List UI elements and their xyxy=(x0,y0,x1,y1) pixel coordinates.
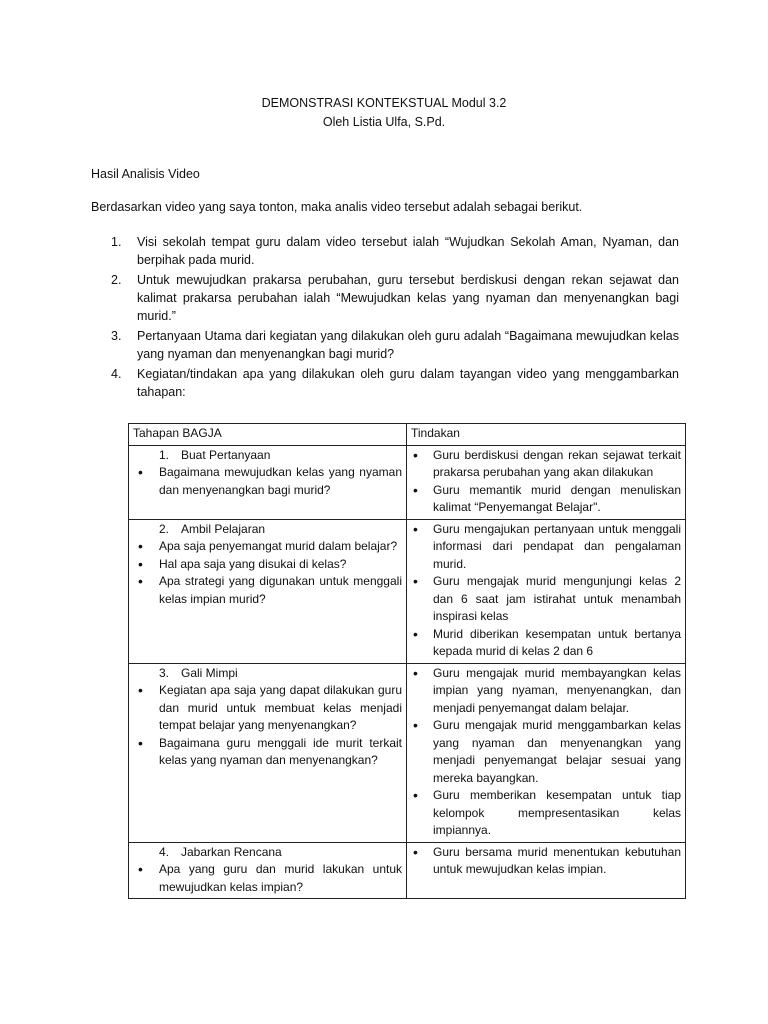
action-item: • Guru mengajak murid mengunjungi kelas 2 dan 6 saat jam istirahat untuk menambah inspirasi kelas xyxy=(411,573,681,626)
action-item: • Guru memantik murid dengan menuliskan kalimat “Penyemangat Belajar". xyxy=(411,482,681,517)
list-item xyxy=(91,327,679,363)
intro-paragraph: Berdasarkan video yang saya tonton, maka analis video tersebut adalah sebagai berikut. xyxy=(91,200,583,214)
table-row xyxy=(129,842,686,899)
question-item: • Kegiatan apa saja yang dapat dilakukan guru dan murid untuk membuat kelas menjadi tempat belajar yang menyenangkan? xyxy=(133,682,402,735)
question-list xyxy=(133,861,402,896)
question-list xyxy=(133,538,402,608)
stage-heading xyxy=(133,665,402,683)
action-cell xyxy=(407,445,686,519)
question-item: • Apa saja penyemangat murid dalam belajar? xyxy=(133,538,402,556)
stage-number: 2. xyxy=(159,521,170,536)
stage-title: Ambil Pelajaran xyxy=(181,521,266,536)
action-item: • Murid diberikan kesempatan untuk bertanya kepada murid di kelas 2 dan 6 xyxy=(411,626,681,661)
section-title: Hasil Analisis Video xyxy=(91,167,200,181)
list-item-number: 2. xyxy=(111,273,122,287)
list-item-text: Kegiatan/tindakan apa yang dilakukan oleh guru dalam tayangan video yang menggambarkan tahapan: xyxy=(137,367,679,399)
action-item: • Guru berdiskusi dengan rekan sejawat terkait prakarsa perubahan yang akan dilakukan xyxy=(411,447,681,482)
analysis-list xyxy=(91,233,679,403)
action-cell xyxy=(407,519,686,663)
action-list xyxy=(411,521,681,661)
action-item: • Guru bersama murid menentukan kebutuhan untuk mewujudkan kelas impian. xyxy=(411,844,681,879)
stage-title: Buat Pertanyaan xyxy=(181,447,271,462)
question-item: • Bagaimana guru menggali ide murit terkait kelas yang nyaman dan menyenangkan? xyxy=(133,735,402,770)
stage-title: Gali Mimpi xyxy=(181,665,238,680)
header-tahapan: Tahapan BAGJA xyxy=(129,424,407,446)
list-item-number: 1. xyxy=(111,235,122,249)
action-list xyxy=(411,447,681,517)
table-header-row xyxy=(129,424,686,446)
list-item-number: 3. xyxy=(111,329,122,343)
table-row xyxy=(129,663,686,842)
question-list xyxy=(133,682,402,770)
action-item: • Guru mengajukan pertanyaan untuk menggali informasi dari pendapat dan pengalaman murid. xyxy=(411,521,681,574)
stage-cell xyxy=(129,519,407,663)
stage-cell xyxy=(129,445,407,519)
list-item xyxy=(91,233,679,269)
list-item-text: Untuk mewujudkan prakarsa perubahan, guru tersebut berdiskusi dengan rekan sejawat dan kalimat prakarsa perubahan ialah “Mewujudkan kelas yang nyaman dan menyenangkan bagi murid.” xyxy=(137,273,679,323)
table-row xyxy=(129,519,686,663)
list-item-text: Pertanyaan Utama dari kegiatan yang dilakukan oleh guru adalah “Bagaimana mewujudkan kelas yang nyaman dan menyenangkan bagi murid? xyxy=(137,329,679,361)
stage-cell xyxy=(129,663,407,842)
question-item: • Hal apa saja yang disukai di kelas? xyxy=(133,556,402,574)
list-item xyxy=(91,271,679,325)
action-cell xyxy=(407,663,686,842)
stage-title: Jabarkan Rencana xyxy=(181,844,282,859)
bagja-table xyxy=(128,423,686,899)
document-title: DEMONSTRASI KONTEKSTUAL Modul 3.2 xyxy=(261,96,507,110)
action-item: • Guru mengajak murid menggambarkan kelas yang nyaman dan menyenangkan yang menjadi penyemangat belajar sesuai yang mereka bayangkan. xyxy=(411,717,681,787)
stage-heading xyxy=(133,844,402,862)
stage-number: 1. xyxy=(159,447,170,462)
list-item-number: 4. xyxy=(111,367,122,381)
question-list xyxy=(133,464,402,499)
table-row xyxy=(129,445,686,519)
action-item: • Guru mengajak murid membayangkan kelas impian yang nyaman, menyenangkan, dan menjadi penyemangat dalam belajar. xyxy=(411,665,681,718)
header-tindakan: Tindakan xyxy=(407,424,686,446)
document-author: Oleh Listia Ulfa, S.Pd. xyxy=(322,115,446,129)
list-item-text: Visi sekolah tempat guru dalam video tersebut ialah “Wujudkan Sekolah Aman, Nyaman, dan berpihak pada murid. xyxy=(137,235,679,267)
stage-number: 4. xyxy=(159,844,170,859)
action-cell xyxy=(407,842,686,899)
action-list xyxy=(411,665,681,840)
action-list xyxy=(411,844,681,879)
stage-heading xyxy=(133,447,402,465)
question-item: • Apa yang guru dan murid lakukan untuk mewujudkan kelas impian? xyxy=(133,861,402,896)
question-item: • Bagaimana mewujudkan kelas yang nyaman dan menyenangkan bagi murid? xyxy=(133,464,402,499)
list-item xyxy=(91,365,679,401)
stage-number: 3. xyxy=(159,665,170,680)
stage-cell xyxy=(129,842,407,899)
action-item: • Guru memberikan kesempatan untuk tiap kelompok mempresentasikan kelas impiannya. xyxy=(411,787,681,840)
question-item: • Apa strategi yang digunakan untuk menggali kelas impian murid? xyxy=(133,573,402,608)
stage-heading xyxy=(133,521,402,539)
